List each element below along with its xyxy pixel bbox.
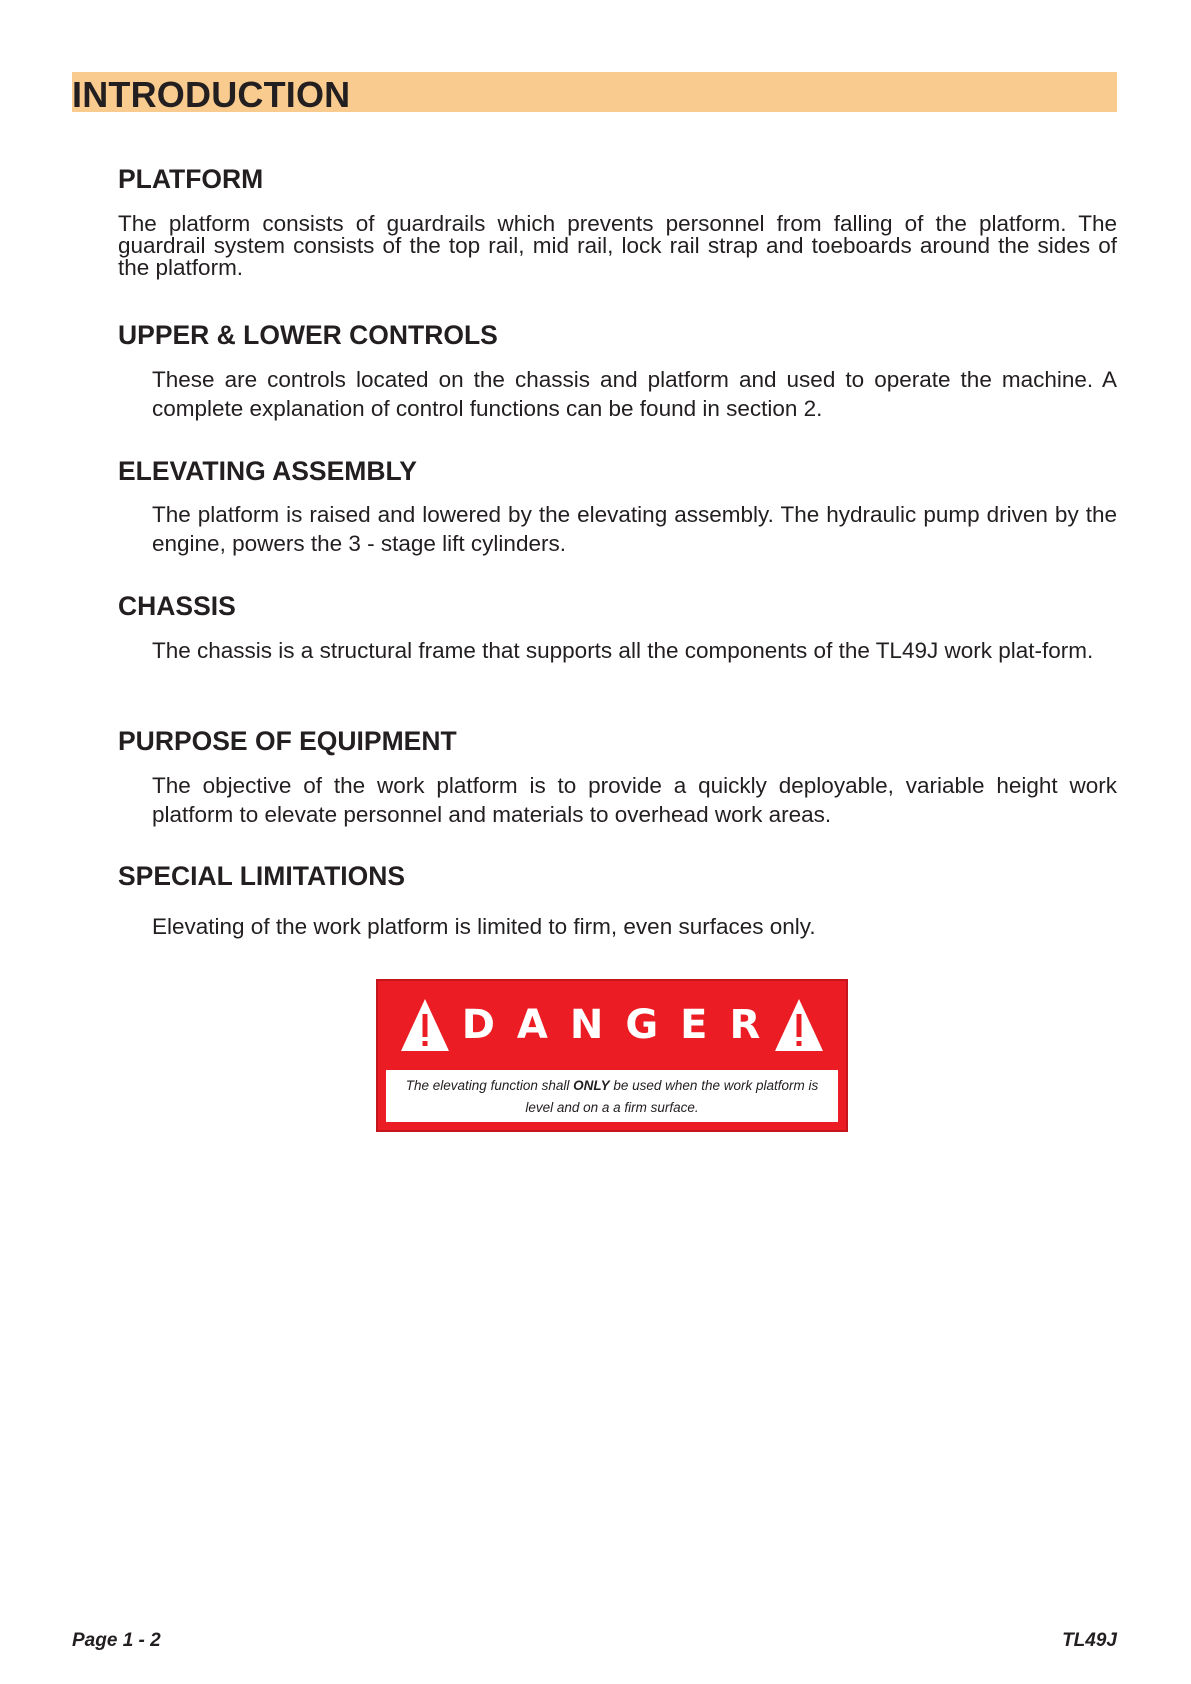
danger-message-text-end: be used when the work platform is level and on a a firm surface. — [525, 1078, 819, 1115]
section-body-chassis: The chassis is a structural frame that supports all the components of the TL49J work plat-form. — [152, 638, 1094, 663]
section-body-elevating-assembly: The platform is raised and lowered by the elevating assembly. The hydraulic pump driven by the engine, powers the 3 - stage lift cylinders. — [152, 502, 1117, 556]
danger-word: DANGER — [461, 1002, 783, 1048]
danger-message-text-start: The elevating function shall — [405, 1078, 574, 1093]
danger-message — [386, 1070, 838, 1122]
section-heading-purpose: PURPOSE OF EQUIPMENT — [118, 726, 457, 756]
section-heading-controls: UPPER & LOWER CONTROLS — [118, 320, 498, 350]
model-name: TL49J — [1062, 1630, 1117, 1651]
section-heading-chassis: CHASSIS — [118, 591, 236, 621]
section-heading-platform: PLATFORM — [118, 164, 264, 194]
page-number: Page 1 - 2 — [72, 1630, 161, 1651]
section-body-controls: These are controls located on the chassis and platform and used to operate the machine. A complete explanation of control functions can be found in section 2. — [152, 367, 1117, 421]
danger-sign-header — [378, 981, 846, 1069]
section-body-purpose: The objective of the work platform is to provide a quickly deployable, variable height work platform to elevate personnel and materials to overhead work areas. — [152, 773, 1117, 827]
section-body-platform: The platform consists of guardrails which prevents personnel from falling of the platform. The guardrail system consists of the top rail, mid rail, lock rail strap and toeboards around the sides of the platform. — [118, 211, 1117, 280]
page-title: INTRODUCTION — [72, 74, 351, 115]
section-heading-special-limitations: SPECIAL LIMITATIONS — [118, 861, 406, 891]
danger-sign — [376, 979, 848, 1132]
section-body-special-limitations: Elevating of the work platform is limited to firm, even surfaces only. — [152, 914, 816, 939]
section-heading-elevating-assembly: ELEVATING ASSEMBLY — [118, 456, 417, 486]
warning-triangle-icon — [774, 997, 824, 1053]
danger-message-emphasis: ONLY — [573, 1078, 610, 1093]
warning-triangle-icon — [400, 997, 450, 1053]
